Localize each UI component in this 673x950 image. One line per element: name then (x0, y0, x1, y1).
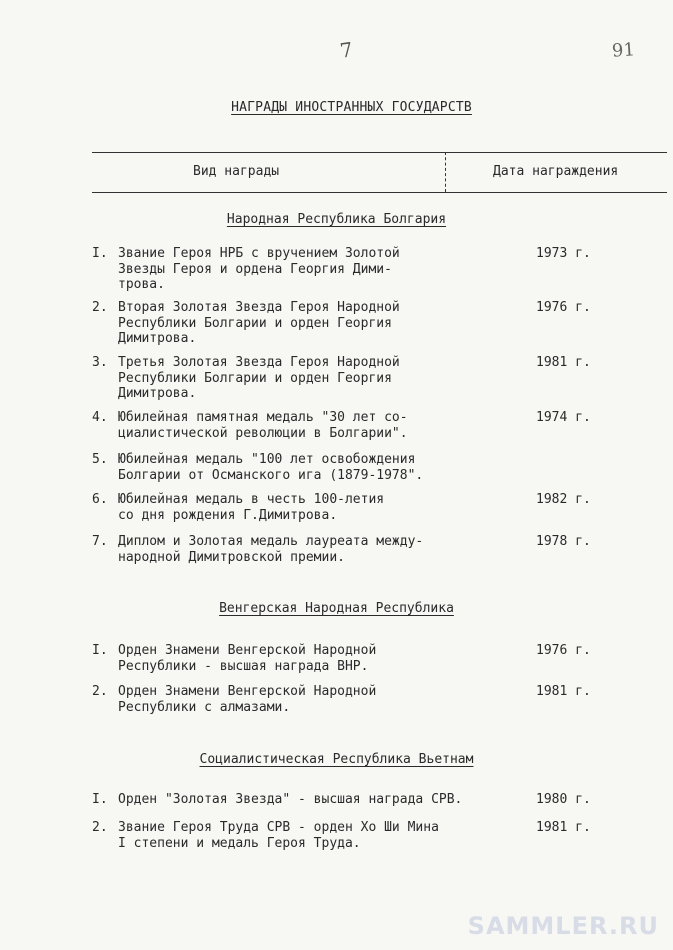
item-line: Болгарии от Османского ига (1879-1978". (118, 467, 424, 483)
item-description (118, 492, 448, 523)
item-line: народной Димитровской премии. (118, 549, 345, 565)
item-number: 3. (92, 355, 108, 370)
item-description (118, 452, 448, 483)
table-header-column-divider (445, 152, 446, 192)
table-header-top-rule (92, 152, 667, 153)
item-date: 1982 г. (536, 492, 591, 507)
item-description (118, 792, 463, 808)
item-date: 1976 г. (536, 643, 591, 658)
document-title (0, 100, 673, 115)
item-line: Орден "Золотая Звезда" - высшая награда СРВ. (118, 792, 463, 807)
item-number: 2. (92, 300, 108, 315)
item-date: 1981 г. (536, 684, 591, 699)
item-number: I. (92, 246, 108, 261)
section-title-bulgaria (0, 212, 673, 227)
item-description (118, 246, 448, 293)
item-line: Юбилейная медаль в честь 100-летия (118, 492, 385, 507)
item-number: 6. (92, 492, 108, 507)
item-number: 5. (92, 452, 108, 467)
item-line: Юбилейная памятная медаль "30 лет со- (118, 410, 408, 425)
item-number: 2. (92, 684, 108, 699)
item-line: Республики Болгарии и орден Георгия (118, 315, 392, 331)
item-line: Звание Героя НРБ с вручением Золотой (118, 246, 400, 261)
section-title-hungary (0, 601, 673, 616)
item-line: Вторая Золотая Звезда Героя Народной (118, 300, 400, 315)
item-number: 7. (92, 534, 108, 549)
table-header-bottom-rule (92, 192, 667, 193)
item-number: 2. (92, 820, 108, 835)
item-number: I. (92, 792, 108, 807)
handwritten-folio-number: 91 (611, 39, 636, 62)
item-line: Юбилейная медаль "100 лет освобождения (118, 452, 416, 467)
item-description (118, 410, 448, 441)
item-date: 1980 г. (536, 792, 591, 807)
item-line: трова. (118, 277, 165, 292)
item-line: Третья Золотая Звезда Героя Народной (118, 355, 400, 370)
item-line: Димитрова. (118, 331, 197, 346)
item-number: I. (92, 643, 108, 658)
section-title-text: Социалистическая Республика Вьетнам (199, 752, 474, 767)
item-line: со дня рождения Г.Димитрова. (118, 507, 338, 523)
item-description (118, 300, 448, 347)
item-description (118, 534, 448, 565)
item-description (118, 684, 448, 715)
item-date: 1978 г. (536, 534, 591, 549)
document-title-text: НАГРАДЫ ИНОСТРАННЫХ ГОСУДАРСТВ (231, 100, 472, 115)
section-title-vietnam (0, 752, 673, 767)
item-date: 1981 г. (536, 820, 591, 835)
item-line: I степени и медаль Героя Труда. (118, 835, 361, 851)
column-header-award-type: Вид награды (193, 164, 280, 179)
item-line: Звезды Героя и ордена Георгия Дими- (118, 261, 392, 277)
column-header-award-date: Дата награждения (493, 164, 619, 179)
item-date: 1976 г. (536, 300, 591, 315)
item-line: Орден Знамени Венгерской Народной (118, 684, 377, 699)
item-date: 1973 г. (536, 246, 591, 261)
section-title-text: Народная Республика Болгария (226, 212, 447, 227)
item-date: 1974 г. (536, 410, 591, 425)
section-title-text: Венгерская Народная Республика (219, 601, 454, 616)
item-line: Республики - высшая награда ВНР. (118, 658, 369, 674)
item-description (118, 355, 448, 402)
item-line: Республики Болгарии и орден Георгия (118, 370, 392, 386)
handwritten-page-mark: 7 (338, 37, 355, 63)
item-line: Диплом и Золотая медаль лауреата между- (118, 534, 424, 549)
item-line: Орден Знамени Венгерской Народной (118, 643, 377, 658)
item-line: Республики с алмазами. (118, 699, 291, 715)
item-description (118, 643, 448, 674)
item-date: 1981 г. (536, 355, 591, 370)
watermark: SAMMLER.RU (467, 912, 659, 940)
item-description (118, 820, 448, 851)
item-line: циалистической революции в Болгарии". (118, 425, 408, 441)
item-line: Димитрова. (118, 386, 197, 401)
item-number: 4. (92, 410, 108, 425)
item-line: Звание Героя Труда СРВ - орден Хо Ши Мина (118, 820, 439, 835)
